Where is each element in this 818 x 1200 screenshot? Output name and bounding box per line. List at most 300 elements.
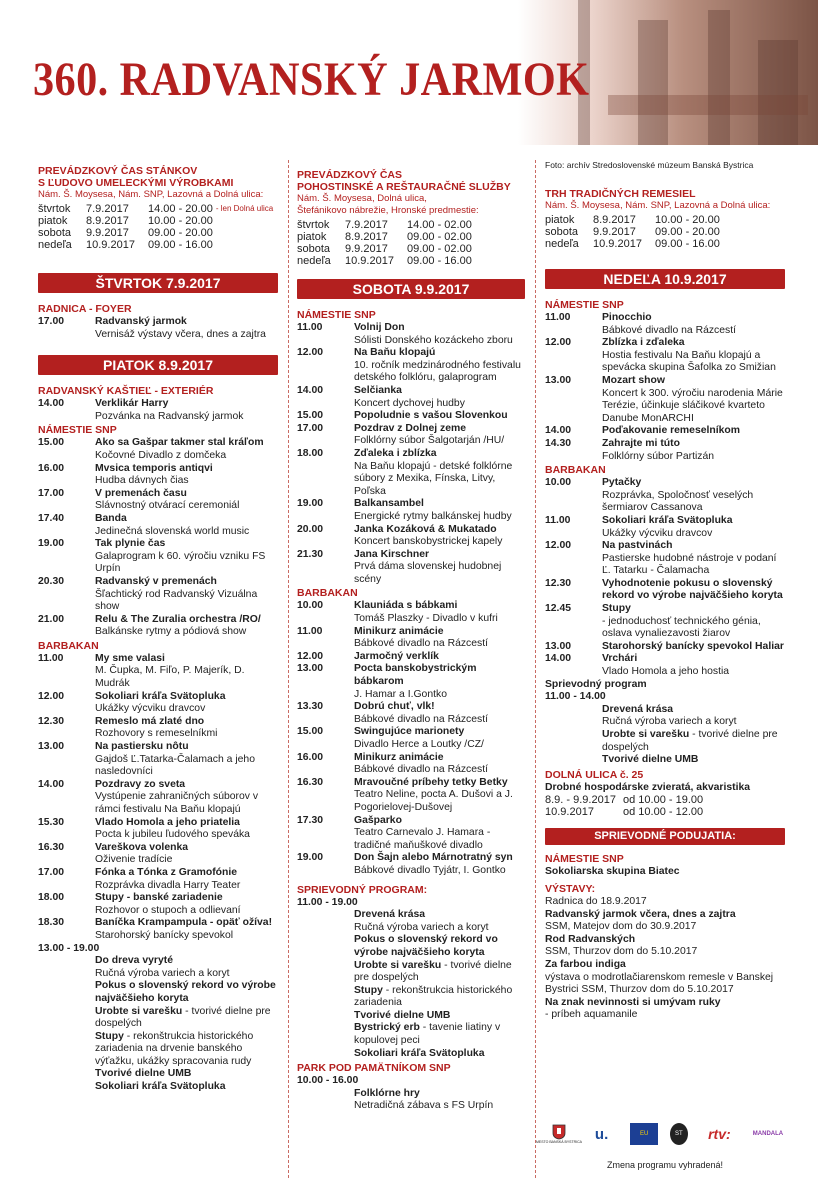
saturday-band: SOBOTA 9.9.2017 (297, 279, 525, 299)
logo-text: ST (674, 1131, 683, 1137)
event-name: Mvsica temporis antiqvi (95, 462, 213, 474)
event-time: 13.30 (297, 701, 324, 713)
accompany-desc: - tavenie liatiny v kopulovej peci (354, 1022, 501, 1047)
page-title: 360. RADVANSKÝ JARMOK (33, 53, 590, 106)
event-body (602, 653, 785, 678)
accompany-name: Urobte si varešku (95, 1005, 183, 1017)
accompany-item (95, 955, 278, 980)
event-time: 19.00 (297, 498, 324, 510)
schedule-row (545, 806, 785, 818)
event-name: Jarmočný verklík (354, 650, 439, 662)
logo (670, 1123, 688, 1145)
logo-text: rtv: (708, 1126, 731, 1142)
exhibition-name: Za farbou indiga (545, 958, 626, 970)
event-name: Pocta banskobystrickým bábkarom (354, 663, 477, 688)
logo-text: EU (640, 1131, 649, 1137)
stalls-location: Nám. Š. Moysesa, Nám. SNP, Lazovná a Dolná ulica: (38, 189, 264, 200)
event-body (95, 488, 278, 513)
accompany-item (354, 909, 525, 934)
event-name: Verklikár Harry (95, 398, 169, 410)
logo-text: u. (594, 1125, 609, 1143)
event-desc: Bábkové divadlo na Rázcestí (354, 764, 489, 776)
event-desc: Ukážky výcviku dravcov (95, 703, 206, 715)
event-item (297, 852, 525, 877)
event-desc: Koncert k 300. výročiu narodenia Márie Terézie, účinkuje sláčikové kvarteto Danube MonARCHI (602, 387, 783, 424)
event-name: Sokoliari kráľa Svätopluka (95, 690, 226, 702)
event-body (95, 614, 278, 639)
event-time: 11.00 (545, 514, 571, 526)
friday-band: PIATOK 8.9.2017 (38, 355, 278, 375)
schedule-day: nedeľa (545, 238, 579, 250)
schedule-day: sobota (297, 243, 331, 255)
event-time: 12.30 (38, 715, 65, 727)
event-desc: Slávnostný otvárací ceremoniál (95, 500, 240, 512)
sponsor-logos (535, 1122, 785, 1146)
event-desc: Vernisáž výstavy včera, dnes a zajtra (95, 328, 266, 340)
event-item (38, 917, 278, 942)
accompany-desc: - rekonštrukcia historického zariadenia na drvenie banského výťažku, ukážky spracovania rudy (95, 1030, 254, 1067)
event-body (354, 385, 525, 410)
crafts-schedule (545, 214, 785, 250)
accompany-item (95, 1006, 278, 1031)
event-list (297, 600, 525, 877)
schedule-day: štvrtok (38, 203, 71, 215)
section-snp: NÁMESTIE SNP (297, 309, 376, 321)
event-name: Banda (95, 512, 127, 524)
event-time: 20.00 (297, 523, 324, 535)
schedule-time: 10.00 - 20.00 (655, 214, 720, 226)
schedule-time: 09.00 - 16.00 (148, 239, 213, 251)
event-item (38, 653, 278, 691)
event-body (95, 867, 278, 892)
event-body (354, 322, 525, 347)
event-desc: Tomáš Plaszky - Divadlo v kufri (354, 613, 498, 625)
event-name: Sokoliari kráľa Svätopluka (602, 514, 733, 526)
food-title-2: POHOSTINSKÉ A REŠTAURAČNÉ SLUŽBY (297, 181, 511, 193)
event-time: 11.00 (38, 652, 64, 664)
event-item (38, 398, 278, 423)
event-name: Pytačky (602, 477, 642, 489)
accompany-item (95, 1068, 278, 1081)
event-item (297, 322, 525, 347)
event-time: 14.00 (297, 384, 324, 396)
schedule-time: od 10.00 - 19.00 (623, 794, 704, 807)
event-time: 13.00 (545, 640, 572, 652)
accompany-desc: - tvorivé dielne pre dospelých (354, 959, 512, 984)
event-desc: Divadlo Herce a Loutky /CZ/ (354, 739, 484, 750)
schedule-date: 10.9.2017 (86, 239, 135, 251)
dolna-schedule (545, 794, 785, 818)
stalls-schedule (38, 203, 278, 251)
event-body (354, 663, 525, 701)
event-name: Popoludnie s vašou Slovenkou (354, 410, 508, 422)
event-time: 18.30 (38, 917, 65, 929)
park-event-desc: Netradičná zábava s FS Urpín (354, 1100, 494, 1112)
event-time: 17.00 (38, 487, 65, 499)
event-item (38, 779, 278, 817)
event-item (38, 691, 278, 716)
event-body (602, 477, 785, 515)
event-name: Selčianka (354, 384, 402, 396)
event-time: 14.00 (545, 653, 572, 665)
event-body (95, 892, 278, 917)
event-item (545, 641, 785, 654)
event-item (38, 513, 278, 538)
schedule-time: 09.00 - 20.00 (655, 226, 720, 238)
event-item (545, 438, 785, 463)
accompany-name: Drevená krása (354, 909, 426, 921)
event-desc: Pastierske hudobné nástroje v podaní Ľ. Tatarku - Čalamacha (602, 552, 777, 577)
logo (751, 1123, 785, 1145)
section-snp: NÁMESTIE SNP (545, 853, 624, 866)
event-body (354, 600, 525, 625)
schedule-date: 8.9.2017 (593, 214, 636, 226)
event-item (38, 538, 278, 576)
header (0, 0, 818, 145)
logo-text: MESTO BANSKÁ BYSTRICA (535, 1140, 583, 1144)
event-item (545, 425, 785, 438)
event-item (297, 626, 525, 651)
event-item (297, 385, 525, 410)
event-time: 20.30 (38, 575, 65, 587)
exhibition-desc: SSM, Thurzov dom do 5.10.2017 (545, 946, 698, 958)
event-desc: Rozprávka divadla Harry Teater (95, 879, 241, 891)
accompany-item (602, 754, 785, 767)
event-desc: J. Hamar a I.Gontko (354, 688, 447, 700)
event-item (545, 603, 785, 641)
section-kastiel: RADVANSKÝ KAŠTIEĽ - EXTERIÉR (38, 385, 214, 398)
event-name: Baníčka Krampampula - opäť ožíva! (95, 917, 273, 929)
exhibition-desc: SSM, Matejov dom do 30.9.2017 (545, 921, 697, 933)
event-name: Fónka a Tónka z Gramofónie (95, 866, 238, 878)
event-time: 11.00 (297, 322, 323, 333)
exhibition-list (545, 896, 785, 1022)
exhibition-desc: Radnica do 18.9.2017 (545, 895, 647, 907)
event-list (38, 653, 278, 943)
schedule-time: 09.00 - 20.00 (148, 227, 213, 239)
event-time: 14.00 (38, 398, 65, 410)
event-name: Radvanský v premenách (95, 575, 217, 587)
event-item (545, 540, 785, 578)
event-item (545, 578, 785, 603)
accompany-name: Pokus o slovenský rekord vo výrobe najväčšieho koryta (354, 934, 498, 958)
event-desc: Hudba dávnych čias (95, 475, 189, 487)
event-name: Klauniáda s bábkami (354, 600, 458, 612)
event-time: 13.00 (297, 663, 324, 675)
event-time: 12.00 (545, 540, 572, 552)
event-time: 21.30 (297, 548, 324, 560)
event-body (95, 817, 278, 842)
event-desc: Bábkové divadlo na Rázcestí (602, 324, 737, 336)
event-time: 12.00 (545, 337, 572, 349)
event-body (602, 515, 785, 540)
column-right (545, 155, 785, 1022)
event-name: Starohorský banícky spevokol Haliar (602, 640, 784, 652)
event-item (297, 726, 525, 751)
event-time: 18.00 (297, 447, 324, 459)
exhibition-desc: - príbeh aquamanile (545, 1009, 638, 1021)
accompany-item (354, 985, 525, 1010)
event-desc: Hostia festivalu Na Baňu klopajú a spevácka skupina Šafolka zo Smižian (602, 349, 776, 374)
event-body (95, 779, 278, 817)
schedule-date: 8.9. - 9.9.2017 (545, 794, 616, 807)
event-time: 12.45 (545, 603, 572, 615)
exhibition-name: Rod Radvanských (545, 933, 636, 945)
event-time: 17.40 (38, 512, 65, 524)
event-desc: Sólisti Donského kozáckeho zboru (354, 334, 513, 346)
event-desc: Folklórny súbor Partizán (602, 450, 715, 462)
event-body (95, 576, 278, 614)
event-name: Mravoučné príbehy tetky Betky (354, 776, 508, 788)
schedule-row (545, 226, 785, 238)
event-body (354, 651, 525, 664)
food-title-1: PREVÁDZKOVÝ ČAS (297, 169, 403, 181)
event-time: 13.00 (38, 741, 65, 753)
event-name: Relu & The Zuralia orchestra /RO/ (95, 613, 261, 625)
park-event (297, 1088, 525, 1113)
event-body (95, 716, 278, 741)
event-name: Vrchári (602, 653, 638, 665)
schedule-day: sobota (545, 226, 579, 238)
event-body (95, 842, 278, 867)
side-events-band: SPRIEVODNÉ PODUJATIA: (545, 828, 785, 845)
event-item (545, 337, 785, 375)
accompany-desc: - tvorivé dielne pre dospelých (602, 729, 778, 753)
event-time: 19.00 (297, 852, 324, 864)
event-time: 17.00 (38, 866, 65, 878)
event-name: Minikurz animácie (354, 751, 444, 763)
event-body (602, 337, 785, 375)
event-time: 16.00 (297, 751, 324, 763)
event-body (354, 549, 525, 587)
event-desc: Vystúpenie zahraničných súborov v rámci festivalu Na Baňu klopajú (95, 791, 259, 815)
event-time: 16.00 (38, 462, 65, 474)
event-item (38, 716, 278, 741)
schedule-time: od 10.00 - 12.00 (623, 806, 704, 819)
event-item (545, 312, 785, 337)
event-time: 15.00 (38, 437, 65, 449)
schedule-time: 09.00 - 02.00 (407, 231, 472, 243)
park-event-name: Folklórne hry (354, 1087, 420, 1099)
event-desc: Bábkové divadlo na Rázcestí (354, 638, 489, 650)
schedule-time: 14.00 - 02.00 (407, 219, 472, 231)
event-time: 18.00 (38, 892, 65, 904)
event-desc: Folklórny súbor Šalgotarján /HU/ (354, 435, 505, 447)
event-time: 12.00 (297, 650, 324, 662)
section-dolna: DOLNÁ ULICA č. 25 (545, 768, 644, 781)
schedule-row (545, 238, 785, 250)
event-name: Na pastiersku nôtu (95, 741, 189, 753)
event-item (38, 614, 278, 639)
falconry: Sokoliarska skupina Biatec (545, 866, 680, 878)
event-time: 19.00 (38, 538, 65, 550)
coat-of-arms-icon (552, 1124, 566, 1140)
schedule-date: 7.9.2017 (86, 203, 129, 215)
event-time: 17.30 (297, 814, 324, 826)
accompany-item (95, 1081, 278, 1094)
accompany-item (95, 1031, 278, 1069)
stalls-title-2: S ĽUDOVO UMELECKÝMI VÝROBKAMI (38, 177, 234, 189)
event-name: Zahrajte mi túto (602, 437, 680, 449)
accompany-item (602, 704, 785, 729)
event-body (354, 626, 525, 651)
accompany-item (354, 960, 525, 985)
event-body (95, 398, 278, 423)
schedule-row (38, 239, 278, 251)
event-body (354, 423, 525, 448)
event-body (602, 425, 785, 438)
event-name: Swingujúce marionety (354, 726, 465, 738)
stalls-hours (38, 165, 278, 251)
logo (535, 1123, 583, 1145)
column-divider (535, 160, 536, 1178)
event-name: Mozart show (602, 374, 665, 386)
schedule-day: štvrtok (297, 219, 330, 231)
event-desc: Bábkové divadlo Tyjátr, I. Gontko (354, 864, 506, 876)
accompany-desc: Ručná výroba variech a koryt (602, 716, 737, 728)
event-item (38, 488, 278, 513)
event-desc: Teatro Carnevalo J. Hamara - tradičné maňuškové divadlo (354, 827, 491, 851)
accompany-name: Tvorivé dielne UMB (602, 754, 699, 766)
accompany-label: Sprievodný program (545, 678, 647, 690)
event-body (354, 448, 525, 498)
event-list (545, 477, 785, 679)
event-name: Pinocchio (602, 312, 652, 323)
event-desc: Ukážky výcviku dravcov (602, 527, 713, 539)
accompany-name: Bystrický erb (354, 1022, 420, 1034)
event-time: 17.00 (38, 316, 65, 327)
event-name: Gašparko (354, 814, 402, 826)
event-item (297, 701, 525, 726)
section-snp: NÁMESTIE SNP (545, 299, 624, 311)
event-desc: 10. ročník medzinárodného festivalu detského folklóru, galaprogram (354, 359, 521, 384)
event-body (354, 498, 525, 523)
accompany-time: 11.00 - 19.00 (297, 896, 358, 908)
event-time: 14.30 (545, 437, 572, 449)
event-name: Na Baňu klopajú (354, 347, 436, 359)
exhibition-desc: výstava o modrotlačiarenskom remesle v Banskej Bystrici SSM, Thurzov dom do 5.10.2017 (545, 971, 774, 996)
food-schedule (297, 219, 525, 267)
schedule-date: 10.9.2017 (545, 806, 594, 819)
thursday-band: ŠTVRTOK 7.9.2017 (38, 273, 278, 293)
event-body (354, 777, 525, 815)
event-body (95, 463, 278, 488)
section-accompany: SPRIEVODNÝ PROGRAM: (297, 883, 428, 896)
event-time: 10.00 (545, 477, 572, 489)
event-body (95, 513, 278, 538)
event-name: Jana Kirschner (354, 548, 430, 560)
event-list (38, 437, 278, 639)
event-item (297, 651, 525, 664)
event-item (297, 347, 525, 385)
event-name: Ako sa Gašpar takmer stal kráľom (95, 437, 264, 449)
event-desc: Starohorský banícky spevokol (95, 929, 234, 941)
event-item (297, 549, 525, 587)
event-desc: Rozprávka, Spoločnosť veselých šermiarov Cassanova (602, 489, 754, 514)
accompany-name: Do dreva vyryté (95, 955, 173, 967)
accompany-desc: Ručná výroba variech a koryt (95, 967, 230, 979)
event-item (38, 576, 278, 614)
event-item (545, 515, 785, 540)
food-location-1: Nám. Š. Moysesa, Dolná ulica, (297, 193, 427, 204)
event-body (602, 312, 785, 337)
event-item (297, 815, 525, 853)
event-item (38, 842, 278, 867)
event-item (297, 663, 525, 701)
event-name: Poďakovanie remeselníkom (602, 425, 740, 437)
event-item (545, 477, 785, 515)
accompany-name: Urobte si varešku (602, 729, 690, 740)
accompany-name: Tvorivé dielne UMB (354, 1009, 451, 1021)
schedule-time: 10.00 - 20.00 (148, 215, 213, 227)
column-divider (288, 160, 289, 1178)
event-item (545, 653, 785, 678)
event-body (95, 741, 278, 779)
event-name: Don Šajn alebo Márnotratný syn (354, 852, 513, 864)
event-name: Janka Kozáková & Mukatado (354, 523, 497, 535)
event-name: Radvanský jarmok (95, 316, 187, 327)
event-name: Tak plynie čas (95, 538, 166, 550)
schedule-row (297, 255, 525, 267)
event-time: 16.30 (297, 776, 324, 788)
section-barbakan: BARBAKAN (297, 587, 358, 600)
accompany-desc: - tvorivé dielne pre dospelých (95, 1005, 271, 1030)
schedule-date: 9.9.2017 (86, 227, 129, 239)
event-body (602, 438, 785, 463)
accompany-list (297, 909, 525, 1060)
schedule-row (297, 243, 525, 255)
event-name: Stupy - banské zariadenie (95, 892, 223, 904)
event-item (297, 777, 525, 815)
accompany-item (95, 980, 278, 1005)
accompany-desc: Ručná výroba variech a koryt (354, 921, 489, 933)
event-body (354, 524, 525, 549)
schedule-row (38, 227, 278, 239)
event-body (602, 375, 785, 425)
event-body (354, 701, 525, 726)
event-time: 15.00 (297, 410, 324, 422)
event-item (38, 316, 278, 341)
accompany-item (354, 1048, 525, 1061)
event-item (38, 892, 278, 917)
accompany-desc: - rekonštrukcia historického zariadenia (354, 984, 513, 1009)
schedule-note: - len Dolná ulica (215, 204, 274, 213)
event-desc: Pocta k jubileu ľudového speváka (95, 829, 250, 841)
accompany-name: Tvorivé dielne UMB (95, 1068, 192, 1080)
exhibition-name: Na znak nevinnosti si umývam ruky (545, 996, 721, 1008)
event-item (297, 423, 525, 448)
section-exhibitions: VÝSTAVY: (545, 882, 596, 895)
event-body (354, 347, 525, 385)
event-time: 12.00 (38, 690, 65, 702)
schedule-date: 9.9.2017 (345, 243, 388, 255)
event-desc: - jednoduchosť technického génia, oslava vynaliezavosti žiarov (602, 615, 761, 640)
accompany-name: Stupy (354, 984, 383, 996)
event-desc: Pozvánka na Radvanský jarmok (95, 410, 244, 422)
event-name: Remeslo má zlaté dno (95, 715, 205, 727)
schedule-row (545, 794, 785, 806)
event-name: Minikurz animácie (354, 625, 444, 637)
accompany-name: Sokoliari kráľa Svätopluka (95, 1081, 226, 1093)
logo (699, 1123, 739, 1145)
accompany-name: Urobte si varešku (354, 959, 442, 971)
event-body (354, 815, 525, 853)
event-time: 16.30 (38, 841, 65, 853)
crafts-title: TRH TRADIČNÝCH REMESIEL (545, 188, 696, 200)
schedule-date: 8.9.2017 (345, 231, 388, 243)
section-radnica: RADNICA - FOYER (38, 303, 132, 315)
stalls-title-1: PREVÁDZKOVÝ ČAS STÁNKOV (38, 165, 198, 177)
